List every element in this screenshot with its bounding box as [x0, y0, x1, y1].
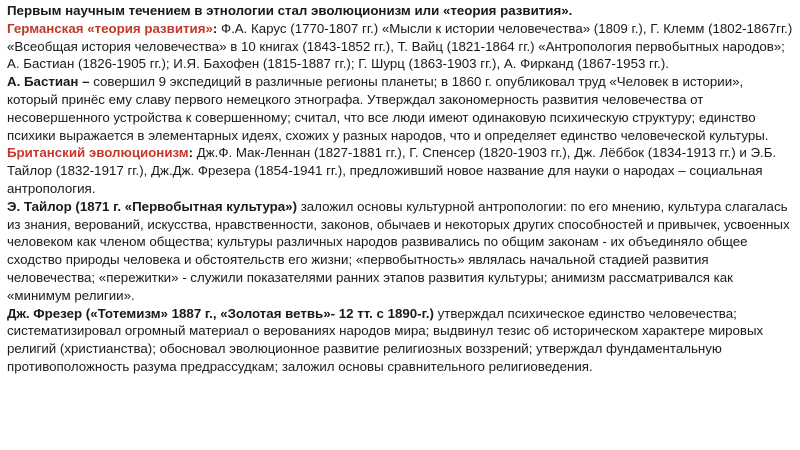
frazer-name: Дж. Фрезер («Тотемизм» 1887 г., «Золотая ветвь»- 12 тт. с 1890-г.) [7, 305, 434, 321]
text-content [7, 2, 795, 376]
intro-heading: Первым научным течением в этнологии стал эволюционизм или «теория развития». [7, 3, 573, 18]
tylor-paragraph [7, 198, 795, 305]
german-heading: Германская «теория развития» [7, 20, 213, 36]
frazer-paragraph [7, 305, 795, 376]
british-colon: : [188, 145, 194, 161]
tylor-text: заложил основы культурной антропологии: по его мнению, культура слагалась из знания, верований, искусства, нравственности, законов, обычаев и некоторых других способностей и привычек, усвоенных человеком как членом общества; культуры различных народов развивались по общим законам - их объединяло общее сходство природы человека и обстоятельств его жизни; «первобытность» являлась начальной стадией развития человечества; «пережитки» - служили показателями ранних этапов развития культуры; анимизм рассматривался как «минимум религии». [7, 198, 790, 303]
frazer-text: утверждал психическое единство человечества; систематизировал огромный материал о верованиях народов мира; выдвинул тезис об историческом характере мировых религий (христианства); обосновал эволюционное развитие религиозных воззрений; утверждал фундаментальную противоположность разума предрассудкам; заложил основы сравнительного религиоведения. [7, 305, 764, 374]
british-paragraph [7, 144, 795, 197]
german-text: Ф.А. Карус (1770-1807 гг.) «Мысли к истории человечества» (1809 г.), Г. Клемм (1802-1867гг.) «Всеобщая история человечества» в 10 книгах (1843-1852 гг.), Т. Вайц (1821-1864 гг.) «Антропология первобытных народов»; А. Бастиан (1826-1905 гг.); И.Я. Бахофен (1815-1887 гг.); Г. Шурц (1863-1903 гг.), А. Фирканд (1867-1953 гг.). [7, 20, 793, 72]
bastian-name: А. Бастиан – [7, 74, 90, 90]
british-heading: Британский эволюционизм [7, 145, 189, 161]
german-paragraph [7, 20, 795, 73]
bastian-text: совершил 9 экспедиций в различные регионы планеты; в 1860 г. опубликовал труд «Человек в истории», который принёс ему славу первого немецкого этнографа. Утверждал закономерность развития человечества от несовершенного устройства к совершенному; считал, что все люди имеют одинаковую психическую структуру; единство психики выражается в элементарных идеях, схожих у разных народов, что и определяет единство человеческой культуры. [7, 74, 769, 143]
german-colon: : [212, 20, 218, 36]
intro-paragraph [7, 2, 795, 20]
bastian-paragraph [7, 73, 795, 144]
tylor-name: Э. Тайлор (1871 г. «Первобытная культура») [7, 198, 297, 214]
british-text: Дж.Ф. Мак-Леннан (1827-1881 гг.), Г. Спенсер (1820-1903 гг.), Дж. Лёббок (1834-1913 гг.) и Э.Б. Тайлор (1832-1917 гг.), Дж.Дж. Фрезера (1854-1941 гг.), предложивший новое название для науки о народах – социальная антропология. [7, 145, 777, 196]
